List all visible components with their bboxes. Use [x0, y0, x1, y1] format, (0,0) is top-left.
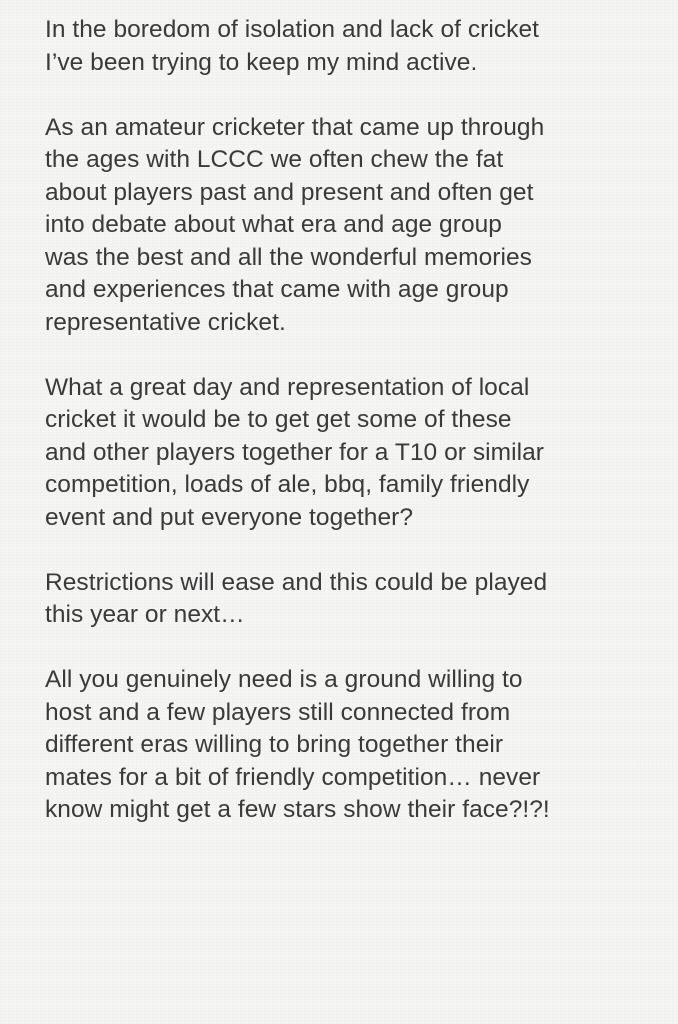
text-line: competition, loads of ale, bbq, family friendly	[45, 471, 530, 498]
text-line: representative cricket.	[45, 308, 286, 336]
text-line: All you genuinely need is a ground willing to	[45, 666, 523, 693]
paragraph-1	[45, 14, 670, 79]
text-line: into debate about what era and age group	[45, 211, 502, 238]
text-line: cricket it would be to get get some of these	[45, 406, 512, 433]
text-line: mates for a bit of friendly competition… never	[45, 763, 541, 791]
text-line: Restrictions will ease and this could be played	[45, 568, 548, 596]
text-line: different eras willing to bring together their	[45, 731, 504, 758]
text-line: and other players together for a T10 or similar	[45, 438, 544, 466]
text-line: What a great day and representation of local	[45, 373, 530, 401]
text-line: know might get a few stars show their face?!?!	[45, 796, 550, 823]
text-line: this year or next…	[45, 601, 245, 628]
note-body	[45, 14, 670, 859]
text-line: was the best and all the wonderful memories	[45, 243, 532, 271]
paragraph-4	[45, 567, 670, 632]
paragraph-3	[45, 372, 670, 535]
paragraph-5	[45, 664, 670, 827]
text-line: In the boredom of isolation and lack of cricket	[45, 16, 539, 43]
text-line: about players past and present and often get	[45, 178, 534, 206]
text-line: and experiences that came with age group	[45, 276, 509, 303]
paragraph-2	[45, 112, 670, 340]
text-line: As an amateur cricketer that came up through	[45, 113, 545, 141]
text-line: the ages with LCCC we often chew the fat	[45, 146, 504, 173]
text-line: event and put everyone together?	[45, 503, 414, 531]
text-line: host and a few players still connected from	[45, 698, 511, 726]
text-line: I’ve been trying to keep my mind active.	[45, 48, 478, 76]
